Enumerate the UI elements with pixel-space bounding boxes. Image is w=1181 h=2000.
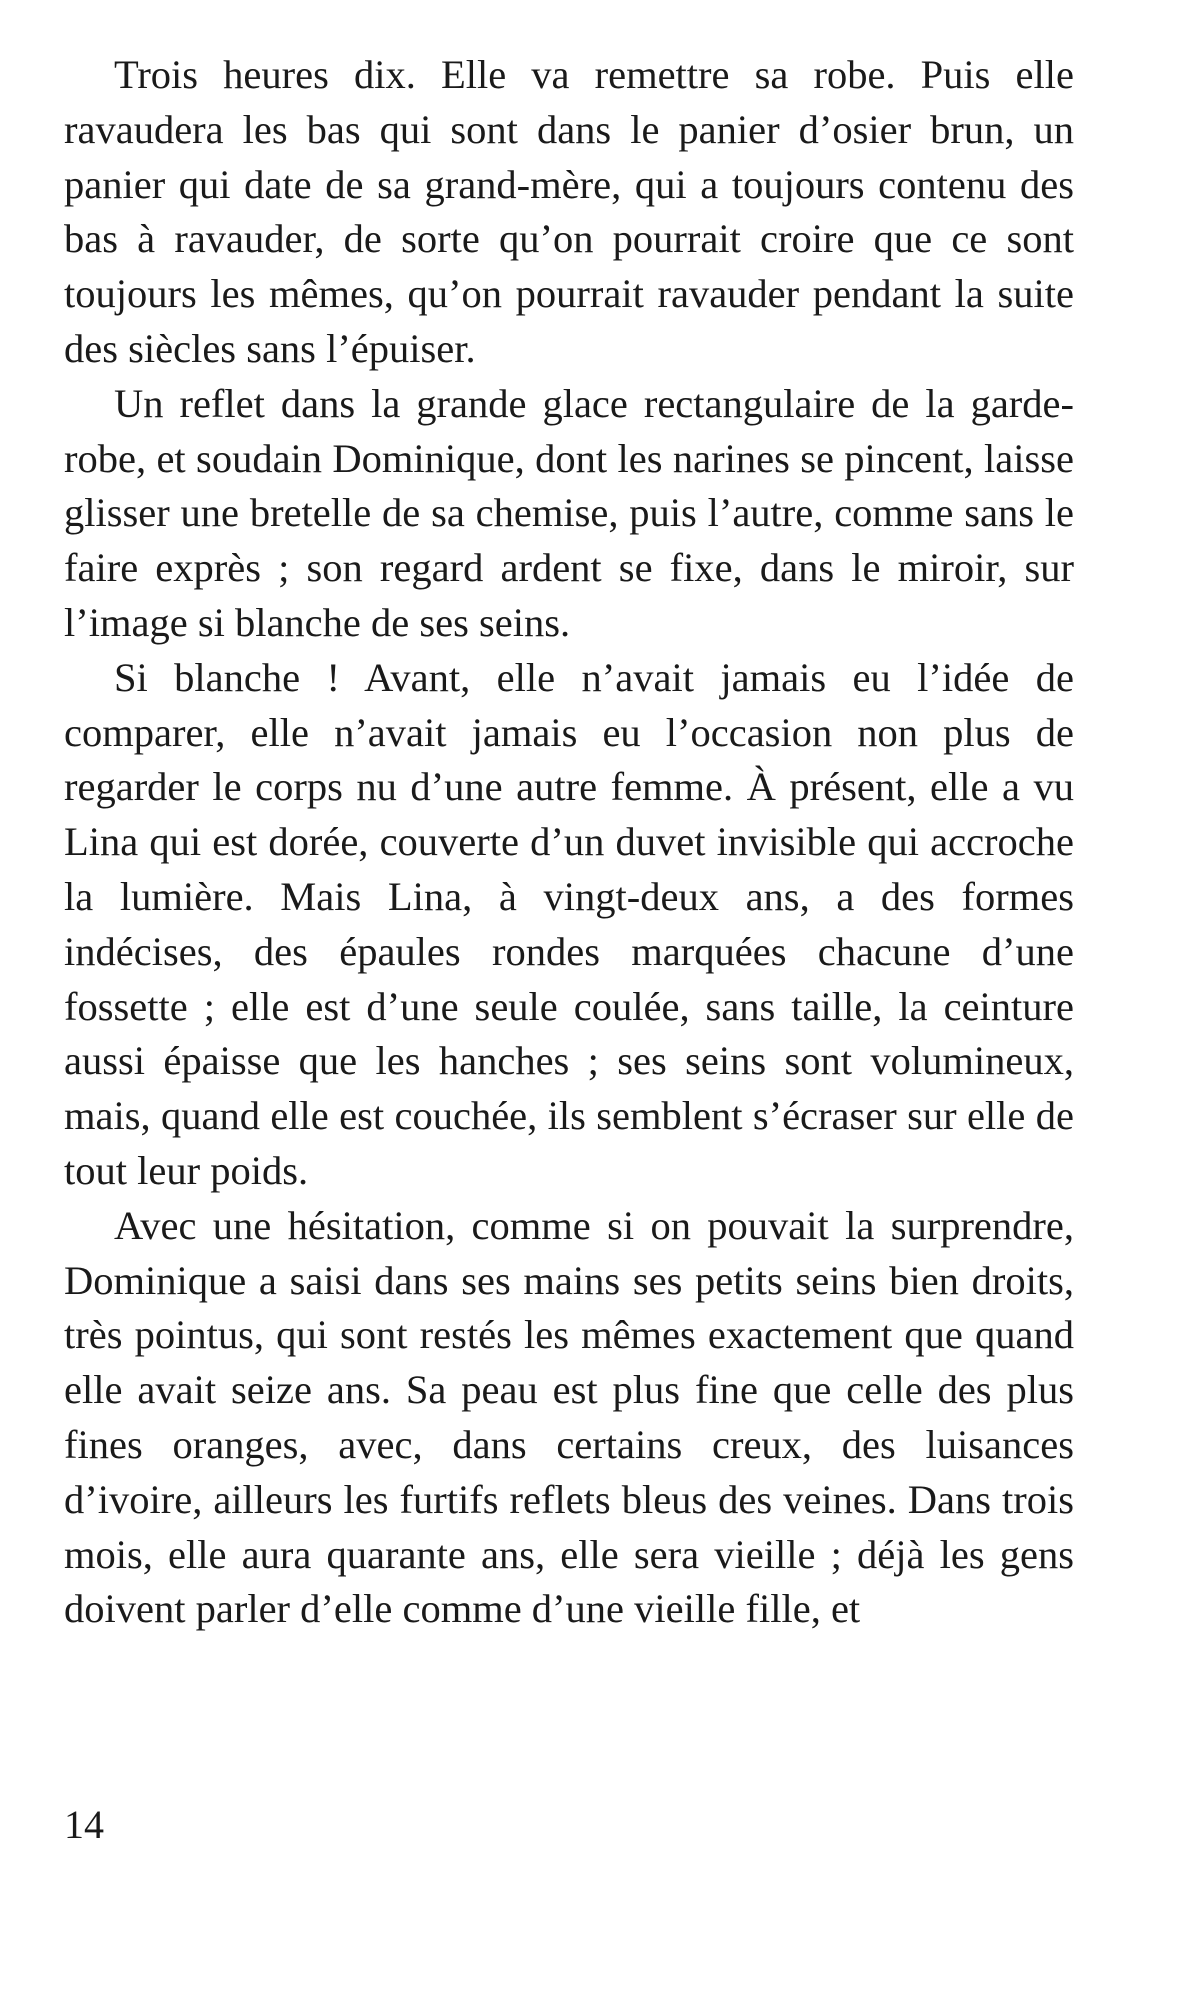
paragraph-4: Avec une hésitation, comme si on pouvait la surprendre, Dominique a saisi dans ses mains ses petits seins bien droits, très pointus, qui sont restés les mêmes exactement que quand elle avait seize ans. Sa peau est plus fine que celle des plus fines oranges, avec, dans certains creux, des luisances d’ivoire, ailleurs les furtifs reflets bleus des veines. Dans trois mois, elle aura quarante ans, elle sera vieille ; déjà les gens doivent parler d’elle comme d’une vieille fille, et — [64, 1202, 1074, 1632]
page-number: 14 — [64, 1802, 104, 1847]
body-text — [64, 48, 1074, 1637]
paragraph-1: Trois heures dix. Elle va remettre sa robe. Puis elle ravaudera les bas qui sont dans le panier d’osier brun, un panier qui date de sa grand-mère, qui a toujours contenu des bas à ravauder, de sorte qu’on pourrait croire que ce sont toujours les mêmes, qu’on pourrait ravauder pendant la suite des siècles sans l’épuiser. — [64, 52, 1074, 371]
paragraph-2: Un reflet dans la grande glace rectangulaire de la garde-robe, et soudain Dominique, dont les narines se pincent, laisse glisser une bretelle de sa chemise, puis l’autre, comme sans le faire exprès ; son regard ardent se fixe, dans le miroir, sur l’image si blanche de ses seins. — [64, 380, 1074, 645]
paragraph-3: Si blanche ! Avant, elle n’avait jamais eu l’idée de comparer, elle n’avait jamais eu l’occasion non plus de regarder le corps nu d’une autre femme. À présent, elle a vu Lina qui est dorée, couverte d’un duvet invisible qui accroche la lumière. Mais Lina, à vingt-deux ans, a des formes indécises, des épaules rondes marquées chacune d’une fossette ; elle est d’une seule coulée, sans taille, la ceinture aussi épaisse que les hanches ; ses seins sont volumineux, mais, quand elle est couchée, ils semblent s’écraser sur elle de tout leur poids. — [64, 654, 1074, 1193]
